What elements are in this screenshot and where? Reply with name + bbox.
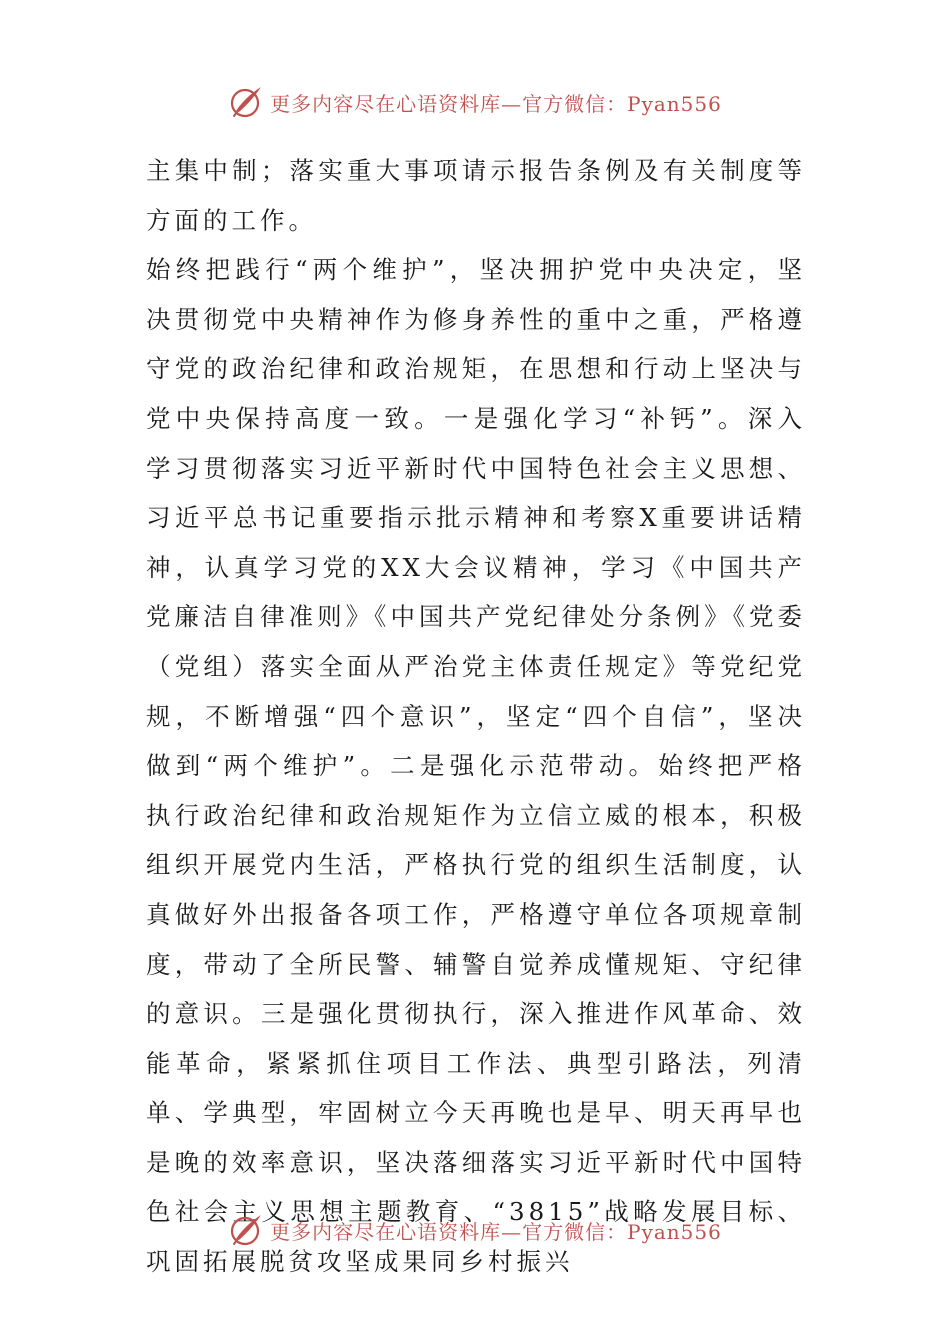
watermark-text: 更多内容尽在心语资料库—官方微信：Pyan556 xyxy=(270,91,722,116)
quill-logo-icon xyxy=(228,84,264,120)
watermark-text: 更多内容尽在心语资料库—官方微信：Pyan556 xyxy=(270,1219,722,1244)
paragraph: 始终把践行“两个维护”，坚决拥护党中央决定，坚决贯彻党中央精神作为修身养性的重中之重，严格遵守党的政治纪律和政治规矩，在思想和行动上坚决与党中央保持高度一致。一是强化学习“补钙”。深入学习贯彻落实习近平新时代中国特色社会主义思想、习近平总书记重要指示批示精神和考察X重要讲话精神，认真学习党的XX大会议精神，学习《中国共产党廉洁自律准则》《中国共产党纪律处分条例》《党委（党组）落实全面从严治党主体责任规定》等党纪党规，不断增强“四个意识”，坚定“四个自信”，坚决做到“两个维护”。二是强化示范带动。始终把严格执行政治纪律和政治规矩作为立信立威的根本，积极组织开展党内生活，严格执行党的组织生活制度，认真做好外出报备各项工作，严格遵守单位各项规章制度，带动了全所民警、辅警自觉养成懂规矩、守纪律的意识。三是强化贯彻执行，深入推进作风革命、效能革命，紧紧抓住项目工作法、典型引路法，列清单、学典型，牢固树立今天再晚也是早、明天再早也是晚的效率意识，坚决落细落实习近平新时代中国特色社会主义思想主题教育、“3815”战略发展目标、巩固拓展脱贫攻坚成果同乡村振兴 xyxy=(146,255,806,1277)
document-body xyxy=(146,146,806,1287)
footer-watermark xyxy=(0,1210,950,1250)
paragraph: 主集中制；落实重大事项请示报告条例及有关制度等方面的工作。 xyxy=(146,156,806,235)
header-watermark xyxy=(0,82,950,122)
quill-logo-icon xyxy=(228,1212,264,1248)
